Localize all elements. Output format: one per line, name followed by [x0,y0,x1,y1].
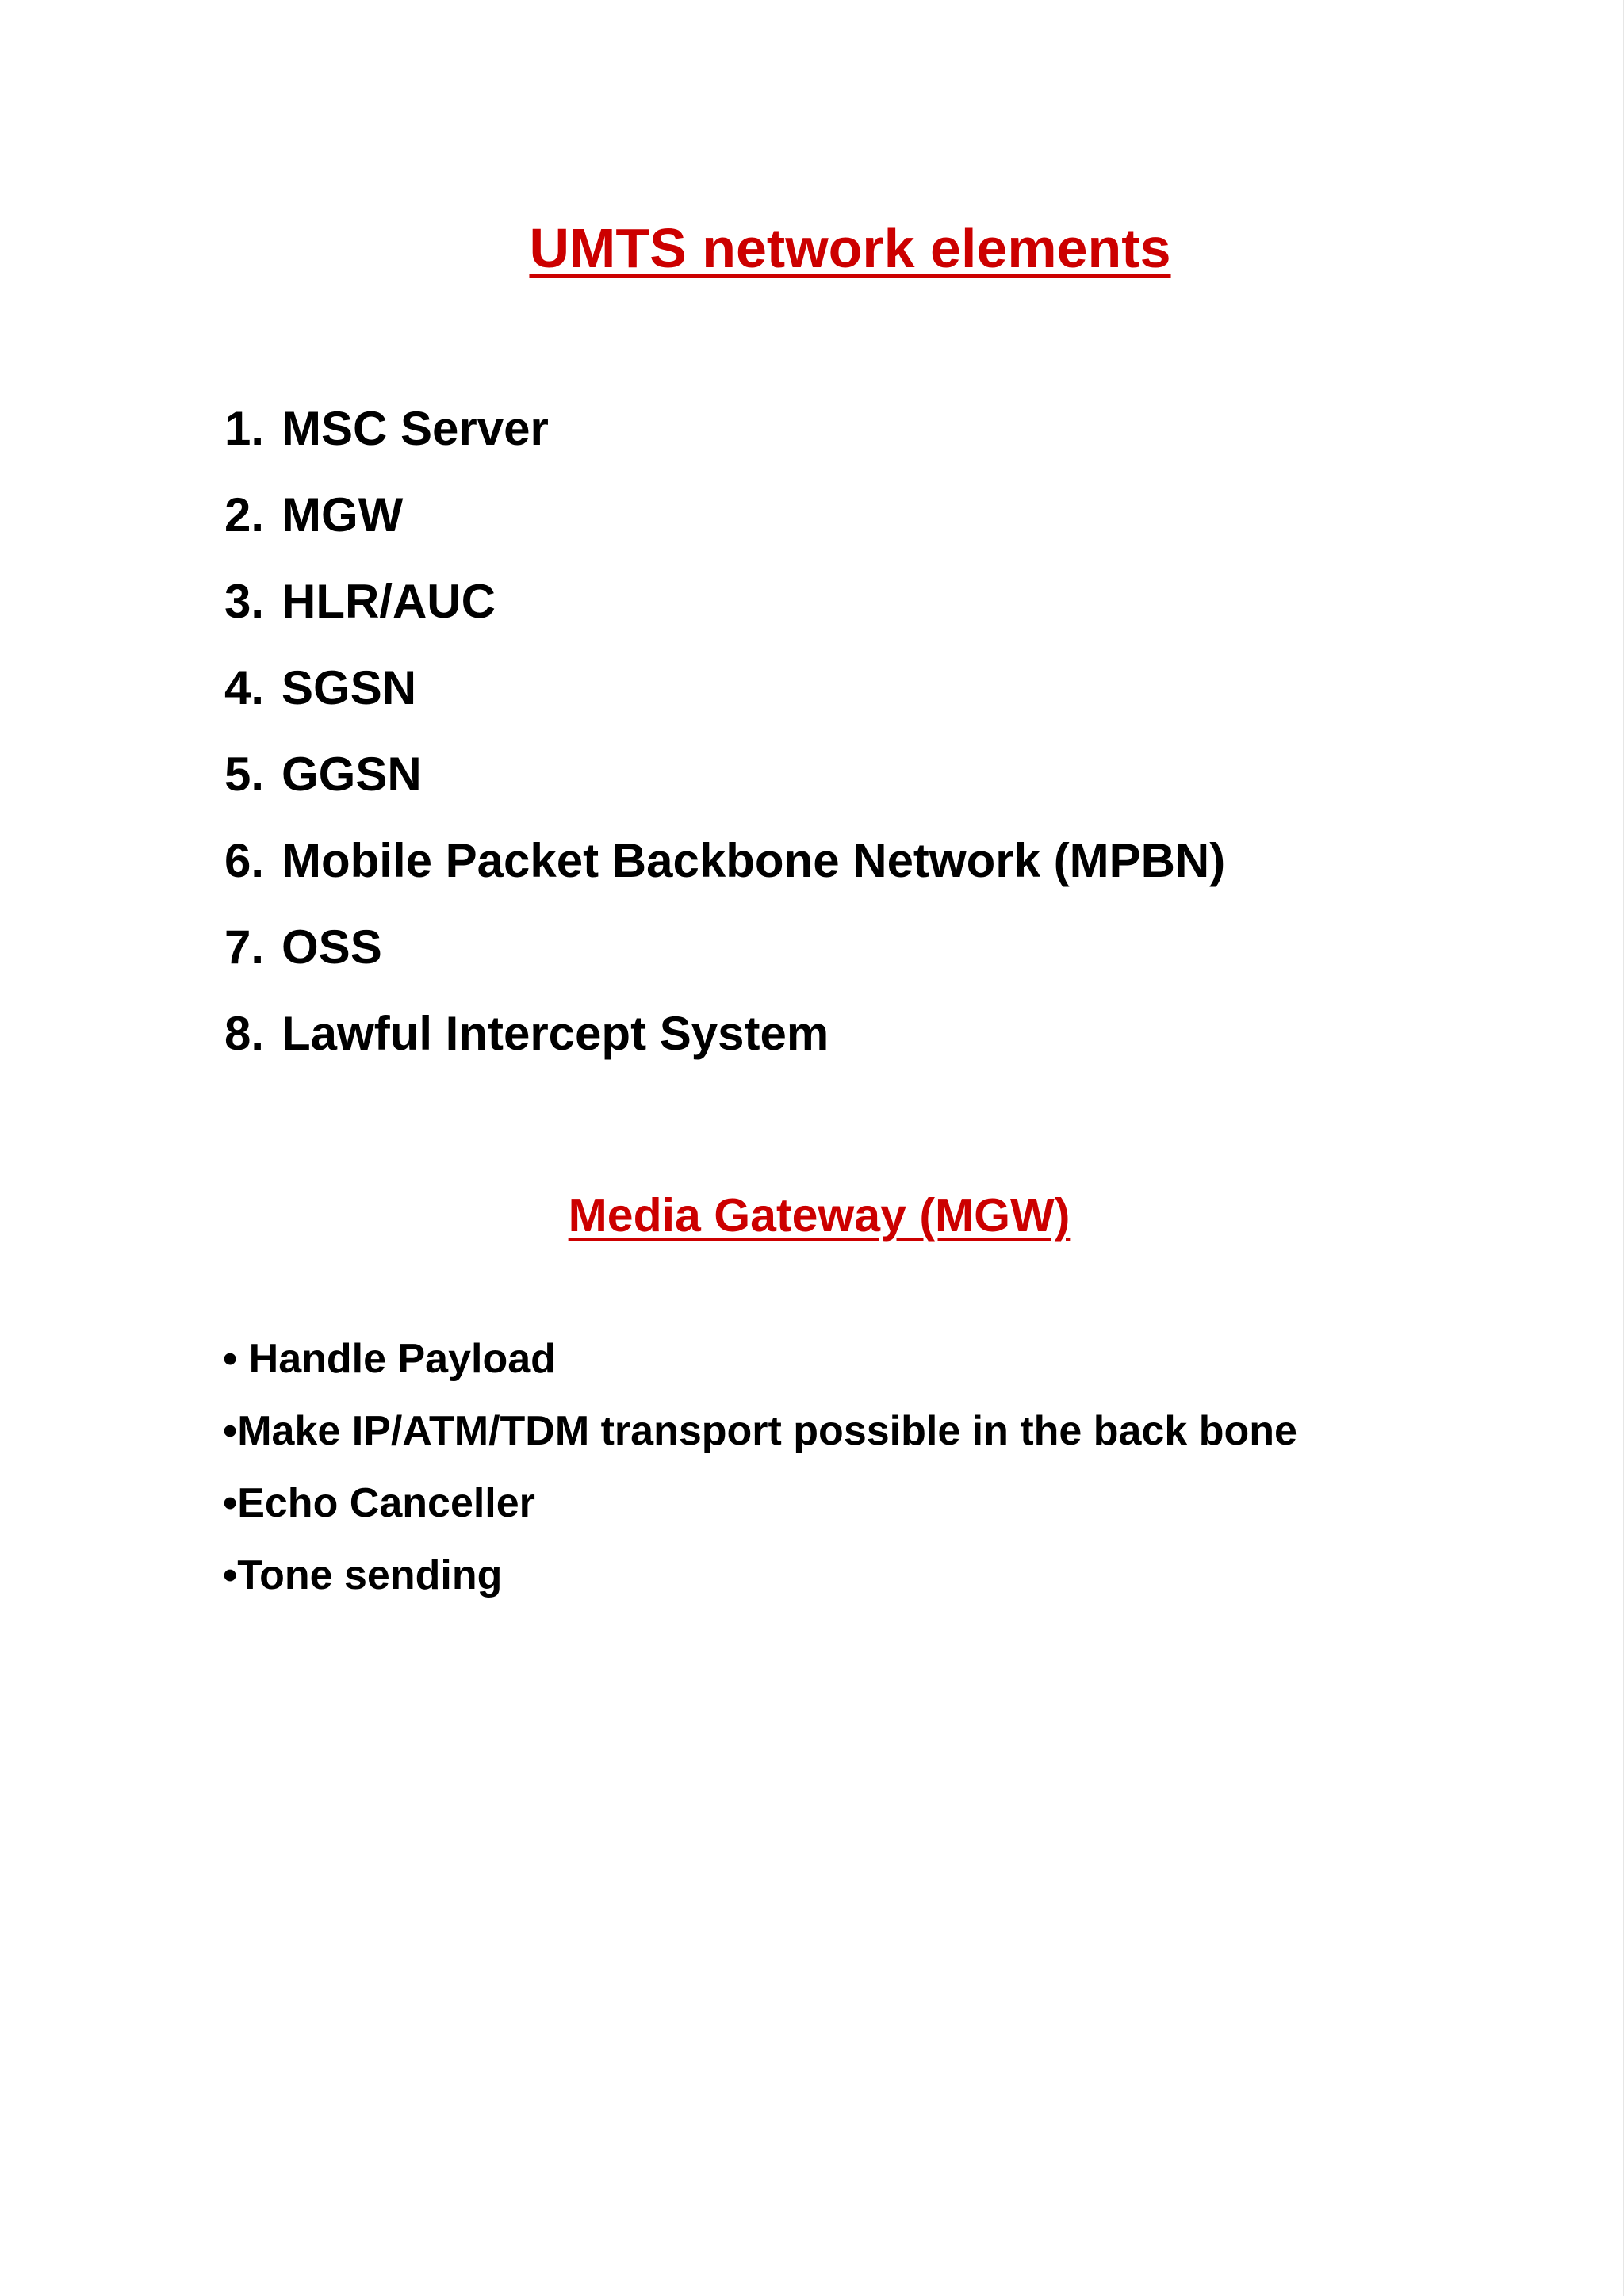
list-item [224,480,1225,566]
list-item-label: OSS [282,920,382,974]
page-title: UMTS network elements [529,217,1171,279]
list-item [224,998,1225,1085]
list-item-number: 7. [224,920,265,974]
list-item-number: 4. [224,661,265,714]
mgw-bullet-list [223,1330,1297,1618]
list-item-label: HLR/AUC [282,575,496,628]
mgw-section-heading: Media Gateway (MGW) [568,1189,1071,1242]
network-elements-list [224,393,1225,1085]
bullet-item: •Echo Canceller [223,1480,535,1526]
list-item-label: MSC Server [282,402,549,455]
bullet-item: •Make IP/ATM/TDM transport possible in the back bone [223,1408,1297,1454]
list-item-number: 5. [224,748,265,801]
list-item-label: Lawful Intercept System [282,1007,829,1060]
list-item-number: 1. [224,402,265,455]
list-item [224,566,1225,652]
bullet-item: • Handle Payload [223,1336,556,1382]
list-item-label: SGSN [282,661,417,714]
list-item-number: 3. [224,575,265,628]
list-item-label: GGSN [282,748,422,801]
list-item-label: Mobile Packet Backbone Network (MPBN) [282,834,1226,887]
list-item-label: MGW [282,488,404,541]
list-item [224,825,1225,912]
list-item [224,652,1225,739]
list-item [224,912,1225,998]
list-item-number: 6. [224,834,265,887]
list-item [224,739,1225,825]
list-item-number: 2. [224,488,265,541]
list-item-number: 8. [224,1007,265,1060]
bullet-item: •Tone sending [223,1552,503,1598]
list-item [224,393,1225,480]
